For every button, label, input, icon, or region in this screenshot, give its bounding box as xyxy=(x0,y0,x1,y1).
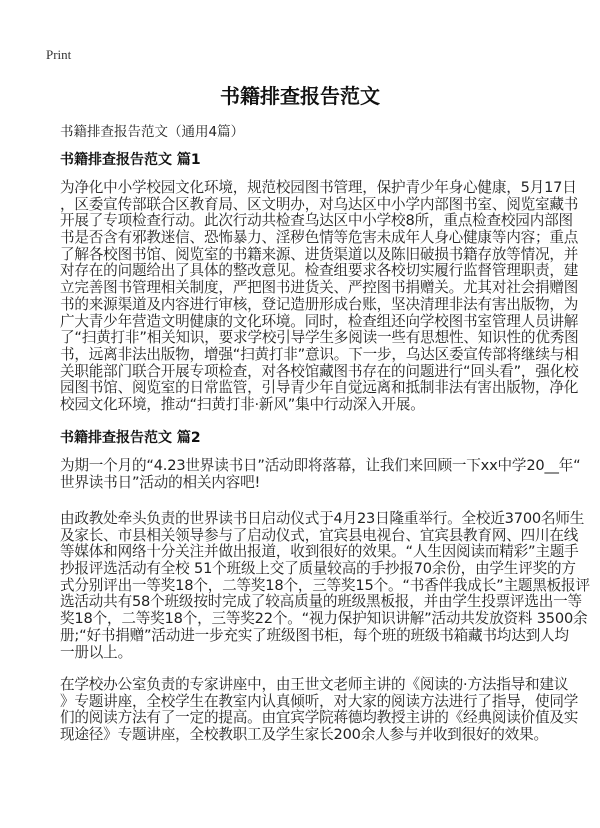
paragraph xyxy=(60,510,590,661)
document-subtitle: 书籍排查报告范文（通用4篇） xyxy=(60,124,245,140)
paragraph-line: 为期一个月的“4.23世界读书日”活动即将落幕，让我们来回顾一下xx中学20__年“ xyxy=(60,457,581,474)
paragraph-line: 式分别评出一等奖18个，二等奖18个，三等奖15个。“书香伴我成长”主题黑板报评 xyxy=(60,576,590,594)
paragraph-line: 对存在的问题给出了具体的整改意见。检查组要求各校切实履行监督管理职责，建 xyxy=(60,262,579,280)
paragraph-line: 校园文化环境，推动“扫黄打非·新风”集中行动深入开展。 xyxy=(60,395,425,413)
paragraph-line: 书，远离非法出版物，增强“扫黄打非”意识。下一步，乌达区委宣传部将继续与相 xyxy=(60,345,579,363)
section-heading: 书籍排查报告范文 篇1 xyxy=(60,152,201,168)
section-heading: 书籍排查报告范文 篇2 xyxy=(60,430,201,446)
document-title: 书籍排查报告范文 xyxy=(220,84,380,108)
print-link[interactable]: Print xyxy=(46,47,72,62)
paragraph-line: 书的来源渠道及内容进行审核，登记造册形成台账，坚决清理非法有害出版物，为 xyxy=(60,295,579,313)
paragraph-line: 世界读书日”活动的相关内容吧! xyxy=(60,473,261,491)
paragraph-line: 奖18个，二等奖18个，三等奖22个。“视力保护知识讲解”活动共发放资料 3500余 xyxy=(60,610,588,628)
paragraph-line: 园图书馆、阅览室的日常监管，引导青少年自觉远离和抵制非法有害出版物，净化 xyxy=(60,379,579,397)
paragraph-line: 了解各校图书馆、阅览室的书籍来源、进货渠道以及陈旧破损书籍存放等情况，并 xyxy=(60,245,579,263)
paragraph xyxy=(60,676,579,744)
paragraph-line: 由政教处牵头负责的世界读书日启动仪式于4月23日隆重举行。全校近3700名师生 xyxy=(60,510,585,527)
paragraph-line: 选活动共有58个班级按时完成了较高质量的班级黑板报，并由学生投票评选出一等 xyxy=(60,593,582,611)
paragraph-line: 开展了专项检查行动。此次行动共检查乌达区中小学校8所，重点检查校园内部图 xyxy=(60,212,573,230)
paragraph-line: 等媒体和网络十分关注并做出报道，收到很好的效果。“人生因阅读而精彩”主题手 xyxy=(60,543,579,561)
paragraph-line: 现途径》专题讲座，全校教职工及学生家长200余人参与并收到很好的效果。 xyxy=(60,726,548,744)
paragraph-line: 书是否含有邪教迷信、恐怖暴力、淫秽色情等危害未成年人身心健康等内容；重点 xyxy=(60,229,579,247)
paragraph-line: 关职能部门联合开展专项检查，对各校馆藏图书存在的问题进行“回头看”，强化校 xyxy=(60,362,579,380)
paragraph xyxy=(60,179,579,414)
paragraph-line: 及家长、市县相关领导参与了启动仪式，宜宾县电视台、宜宾县教育网、四川在线 xyxy=(60,526,579,544)
paragraph-line: 为净化中小学校园文化环境，规范校园图书管理，保护青少年身心健康，5月17日 xyxy=(60,179,577,196)
paragraph-line: 立完善图书管理相关制度，严把图书进货关、严控图书捐赠关。尤其对社会捐赠图 xyxy=(60,279,579,297)
paragraph-line: 册;“好书捐赠”活动进一步充实了班级图书柜，每个班的班级书箱藏书均达到人均 xyxy=(60,626,569,644)
paragraph-line: 》专题讲座，全校学生在教室内认真倾听，对大家的阅读方法进行了指导，使同学 xyxy=(60,692,579,710)
paragraph xyxy=(60,457,581,491)
paragraph-line: 一册以上。 xyxy=(60,643,132,661)
paragraph-line: 抄报评选活动有全校 51个班级上交了质量较高的手抄报70余份，由学生评奖的方 xyxy=(60,560,576,578)
paragraph-line: 了“扫黄打非”相关知识，要求学校引导学生多阅读一些有思想性、知识性的优秀图 xyxy=(60,329,579,347)
paragraph-line: 在学校办公室负责的专家讲座中，由王世文老师主讲的《阅读的·方法指导和建议 xyxy=(60,676,569,693)
paragraph-line: 广大青少年营造文明健康的文化环境。同时，检查组还向学校图书室管理人员讲解 xyxy=(60,312,579,330)
paragraph-line: 们的阅读方法有了一定的提高。由宜宾学院蒋德均教授主讲的《经典阅读价值及实 xyxy=(60,709,579,727)
paragraph-line: ，区委宣传部联合区教育局、区文明办，对乌达区中小学内部图书室、阅览室藏书 xyxy=(60,195,579,213)
